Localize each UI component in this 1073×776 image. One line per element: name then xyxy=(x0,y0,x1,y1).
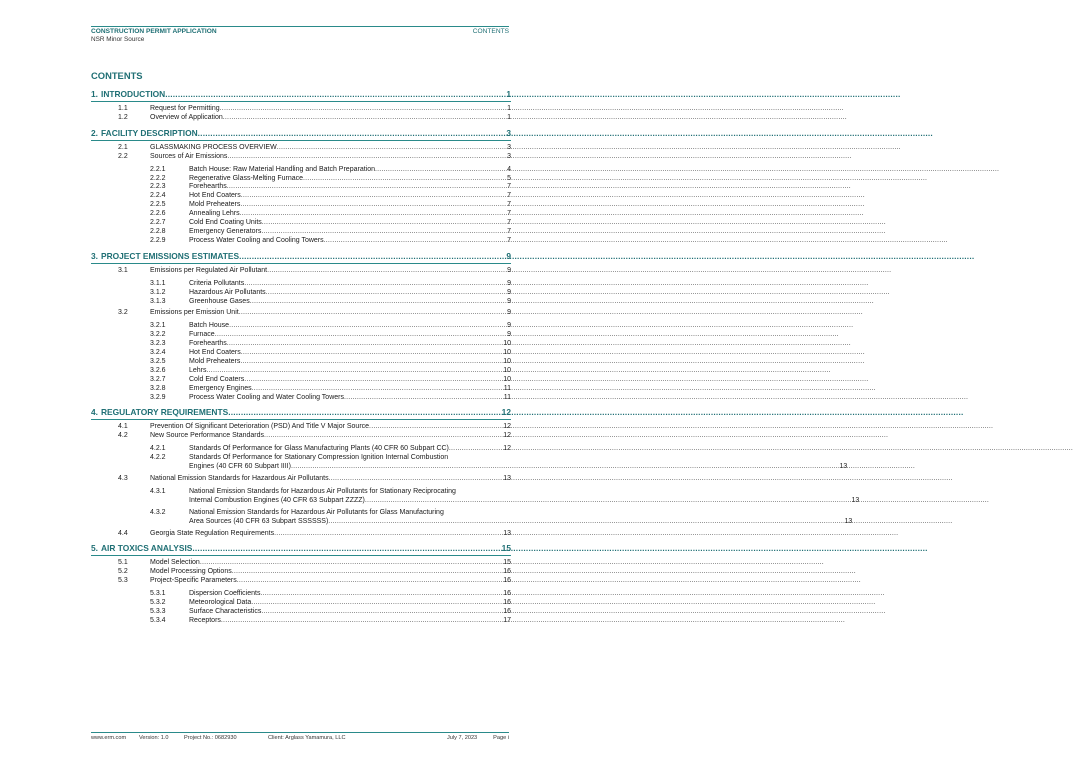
toc-number: 2.2.2 xyxy=(150,174,166,182)
toc-entry-3-1[interactable] xyxy=(91,267,511,276)
toc-entry-3-2-8[interactable] xyxy=(91,385,511,394)
toc-title: Standards Of Performance for Glass Manufacturing Plants (40 CFR 60 Subpart CC) xyxy=(189,445,449,453)
toc-number: 2.1 xyxy=(118,143,128,151)
toc-entry-4-1[interactable] xyxy=(91,423,511,432)
toc-entry-4-2-1[interactable] xyxy=(91,445,511,454)
toc-page: 12 xyxy=(503,423,511,431)
toc-page: 13 xyxy=(844,517,853,525)
toc-title: Hot End Coaters xyxy=(189,349,241,357)
toc-title: Criteria Pollutants xyxy=(189,279,245,287)
toc-title: Mold Preheaters xyxy=(189,357,241,365)
toc-page: 13 xyxy=(851,496,860,504)
toc-page: 11 xyxy=(503,384,511,392)
toc-leader xyxy=(267,267,506,276)
toc-leader xyxy=(344,394,503,403)
toc-page: 16 xyxy=(503,577,511,585)
toc-page: 7 xyxy=(507,219,511,227)
toc-title: INTRODUCTION xyxy=(101,89,166,99)
toc-title: FACILITY DESCRIPTION xyxy=(101,127,198,138)
toc-page: 7 xyxy=(507,236,511,244)
toc-page: 9 xyxy=(507,331,511,339)
toc-number: 2.2 xyxy=(118,152,128,160)
toc-title-line-2: Internal Combustion Engines (40 CFR 63 Subpart ZZZZ) xyxy=(189,496,365,504)
toc-leader xyxy=(250,298,506,307)
toc-page: 9 xyxy=(507,309,511,317)
toc-title: Emergency Engines xyxy=(189,384,252,392)
toc-title: Hazardous Air Pollutants xyxy=(189,288,266,296)
toc-page: 7 xyxy=(507,192,511,200)
toc-number: 5.2 xyxy=(118,568,128,576)
toc-number: 4.2 xyxy=(118,432,128,440)
toc-title-line-2: Engines (40 CFR 60 Subpart IIII) xyxy=(189,463,291,471)
toc-number: 4. xyxy=(91,407,98,418)
toc-leader xyxy=(198,128,506,138)
toc-page: 12 xyxy=(503,445,511,453)
toc-title: Cold End Coaters xyxy=(189,375,245,383)
toc-entry-4-3[interactable] xyxy=(91,475,511,484)
toc-number: 3.1.1 xyxy=(150,279,166,287)
toc-entry-2-2-9[interactable] xyxy=(91,237,511,246)
toc-leader xyxy=(449,445,502,454)
toc-entry-3-2-5[interactable] xyxy=(91,358,511,367)
toc-entry-1[interactable] xyxy=(91,89,511,102)
toc-leader xyxy=(228,407,500,417)
toc-leader xyxy=(240,358,502,367)
toc-page: 16 xyxy=(503,599,511,607)
toc-title: Emissions per Regulated Air Pollutant xyxy=(150,266,268,274)
toc-page: 9 xyxy=(506,250,511,261)
toc-entry-3-2-4[interactable] xyxy=(91,349,511,358)
toc-page: 16 xyxy=(503,607,511,615)
toc-entry-2-2-8[interactable] xyxy=(91,228,511,237)
toc-number: 2.2.7 xyxy=(150,219,166,227)
toc-number: 4.3.2 xyxy=(150,508,166,516)
toc-entry-3-2-9[interactable] xyxy=(91,394,511,403)
toc-title: Regenerative Glass-Melting Furnace xyxy=(189,174,303,182)
toc-number: 5.1 xyxy=(118,559,128,567)
toc-leader xyxy=(261,228,506,237)
toc-title: Batch House xyxy=(189,322,230,330)
toc-number: 3.2.2 xyxy=(150,331,166,339)
toc-leader xyxy=(232,568,502,577)
toc-page: 1 xyxy=(507,113,511,121)
toc-number: 4.1 xyxy=(118,423,128,431)
toc-leader xyxy=(277,144,506,153)
toc-number: 4.3 xyxy=(118,475,128,482)
toc-page: 4 xyxy=(507,165,511,173)
toc-leader xyxy=(375,166,506,175)
toc-page: 7 xyxy=(507,227,511,235)
toc-title: Emissions per Emission Unit xyxy=(150,309,239,317)
toc-leader xyxy=(239,251,505,261)
footer-page-number: Page i xyxy=(493,735,509,741)
toc-page: 10 xyxy=(503,366,511,374)
toc-page: 13 xyxy=(503,529,511,537)
toc-number: 2.2.3 xyxy=(150,183,166,191)
toc-title: Emergency Generators xyxy=(189,227,262,235)
toc-entry-5-3-1[interactable] xyxy=(91,590,511,599)
toc-title-line-1: National Emission Standards for Hazardous Air Pollutants for Glass Manufacturing xyxy=(189,508,444,516)
toc-entry-5[interactable] xyxy=(91,543,511,556)
toc-title: Annealing Lehrs xyxy=(189,210,240,218)
toc-leader xyxy=(237,577,502,586)
toc-page: 12 xyxy=(501,407,511,418)
footer-project: Project No.: 0682930 xyxy=(184,735,237,741)
toc-page: 9 xyxy=(507,322,511,330)
toc-entry-5-3-2[interactable] xyxy=(91,599,511,608)
toc-entry-3-2-1[interactable] xyxy=(91,322,511,331)
toc-leader xyxy=(192,543,500,553)
toc-page: 3 xyxy=(507,143,511,151)
toc-title: Hot End Coaters xyxy=(189,192,241,200)
toc-entry-4-3-2[interactable] xyxy=(91,508,853,527)
toc-entry-4-3-1[interactable] xyxy=(91,487,860,506)
toc-number: 3.2.4 xyxy=(150,349,166,357)
toc-leader xyxy=(240,201,506,210)
toc-number: 3. xyxy=(91,250,98,261)
toc-number: 3.2.6 xyxy=(150,366,166,374)
toc-title: Prevention Of Significant Deterioration (PSD) And Title V Major Source xyxy=(150,423,370,431)
toc-entry-3-1-2[interactable] xyxy=(91,289,511,298)
toc-number: 3.2.1 xyxy=(150,322,166,330)
toc-page: 7 xyxy=(507,201,511,209)
toc-number: 2.2.9 xyxy=(150,236,166,244)
toc-number: 5.3.1 xyxy=(150,590,166,598)
toc-title: Batch House: Raw Material Handling and Batch Preparation xyxy=(189,165,375,173)
toc-title: Forehearths xyxy=(189,183,227,191)
toc-entry-5-3[interactable] xyxy=(91,577,511,586)
toc-page: 13 xyxy=(839,463,848,471)
toc-leader xyxy=(291,463,839,472)
toc-title: Receptors xyxy=(189,616,221,624)
toc-entry-2-2[interactable] xyxy=(91,153,511,162)
toc-leader xyxy=(365,497,851,506)
toc-entry-5-3-4[interactable] xyxy=(91,617,511,626)
header-subtitle: NSR Minor Source xyxy=(91,36,145,43)
toc-leader xyxy=(229,322,506,331)
toc-page: 1 xyxy=(506,89,511,99)
toc-entry-2[interactable] xyxy=(91,128,511,141)
toc-title: GLASSMAKING PROCESS OVERVIEW xyxy=(150,143,277,151)
toc-leader xyxy=(262,219,506,228)
toc-entry-3-1-3[interactable] xyxy=(91,298,511,307)
toc-page: 9 xyxy=(507,266,511,274)
toc-title: National Emission Standards for Hazardous Air Pollutants xyxy=(150,475,329,482)
toc-title: Sources of Air Emissions xyxy=(150,152,228,160)
toc-entry-1-1[interactable] xyxy=(91,105,511,114)
header-title: CONSTRUCTION PERMIT APPLICATION xyxy=(91,28,217,35)
toc-number: 5. xyxy=(91,543,98,554)
toc-entry-4-4[interactable] xyxy=(91,530,511,539)
toc-number: 3.2.9 xyxy=(150,393,166,401)
toc-page: 10 xyxy=(503,340,511,348)
toc-title: Model Selection xyxy=(150,559,200,567)
toc-leader xyxy=(220,105,506,114)
toc-entry-5-3-3[interactable] xyxy=(91,608,511,617)
toc-number: 3.1.2 xyxy=(150,288,166,296)
toc-title: Dispersion Coefficients xyxy=(189,590,261,598)
toc-leader xyxy=(227,153,506,162)
toc-leader xyxy=(239,309,506,318)
toc-page: 15 xyxy=(501,543,511,554)
toc-title: Furnace xyxy=(189,331,215,339)
toc-leader xyxy=(324,237,506,246)
toc-leader xyxy=(328,518,843,527)
toc-title: REGULATORY REQUIREMENTS xyxy=(101,407,229,418)
toc-leader xyxy=(329,475,503,484)
toc-entry-4-2-2[interactable] xyxy=(91,454,848,472)
toc-page: 13 xyxy=(503,475,511,482)
toc-page: 3 xyxy=(506,127,511,138)
toc-number: 2. xyxy=(91,127,98,138)
toc-leader xyxy=(244,376,502,385)
toc-title: Lehrs xyxy=(189,366,207,374)
toc-entry-3[interactable] xyxy=(91,251,511,264)
toc-entry-2-2-1[interactable] xyxy=(91,166,511,175)
toc-page: 1 xyxy=(507,105,511,112)
toc-title: Project-Specific Parameters xyxy=(150,577,237,585)
toc-number: 4.3.1 xyxy=(150,487,166,495)
toc-number: 5.3 xyxy=(118,577,128,585)
toc-number: 5.3.4 xyxy=(150,616,166,624)
toc-leader xyxy=(266,289,506,298)
toc-page: 9 xyxy=(507,279,511,287)
toc-entry-2-2-5[interactable] xyxy=(91,201,511,210)
toc-entry-3-2-3[interactable] xyxy=(91,340,511,349)
toc-title: Overview of Application xyxy=(150,113,223,121)
toc-leader xyxy=(261,608,502,617)
toc-entry-2-2-2[interactable] xyxy=(91,175,511,184)
toc-number: 3.2.3 xyxy=(150,340,166,348)
toc-number: 1.1 xyxy=(118,105,128,112)
footer-client: Client: Arglass Yamamura, LLC xyxy=(268,735,346,741)
toc-leader xyxy=(227,183,506,192)
toc-number: 2.2.4 xyxy=(150,192,166,200)
toc-entry-3-2[interactable] xyxy=(91,309,511,318)
toc-leader xyxy=(165,89,505,99)
toc-entry-2-2-6[interactable] xyxy=(91,210,511,219)
toc-page: 7 xyxy=(507,210,511,218)
toc-number: 3.2 xyxy=(118,309,128,317)
header-rule xyxy=(91,26,509,27)
toc-leader xyxy=(241,192,506,201)
toc-leader xyxy=(241,349,502,358)
footer-date: July 7, 2023 xyxy=(447,735,478,741)
toc-title: Mold Preheaters xyxy=(189,201,241,209)
toc-page: 17 xyxy=(503,616,511,624)
header-section: CONTENTS xyxy=(472,28,509,35)
toc-title-line-1: National Emission Standards for Hazardous Air Pollutants for Stationary Reciprocating xyxy=(189,487,456,495)
toc-leader xyxy=(223,114,506,123)
toc-title: Forehearths xyxy=(189,340,227,348)
toc-leader xyxy=(264,432,502,441)
toc-page: 12 xyxy=(503,432,511,440)
contents-title: CONTENTS xyxy=(91,70,143,81)
toc-title: Process Water Cooling and Cooling Towers xyxy=(189,236,324,244)
toc-number: 3.1.3 xyxy=(150,297,166,305)
footer-rule xyxy=(91,732,509,733)
toc-leader xyxy=(215,331,506,340)
toc-title: Surface Characteristics xyxy=(189,607,262,615)
footer-version: Version: 1.0 xyxy=(139,735,169,741)
toc-page: 3 xyxy=(507,152,511,160)
toc-entry-2-1[interactable] xyxy=(91,144,511,153)
toc-number: 1. xyxy=(91,89,98,99)
toc-number: 4.2.1 xyxy=(150,445,166,453)
toc-entry-3-2-6[interactable] xyxy=(91,367,511,376)
toc-entry-2-2-3[interactable] xyxy=(91,183,511,192)
toc-number: 5.3.3 xyxy=(150,607,166,615)
toc-title: AIR TOXICS ANALYSIS xyxy=(101,543,193,554)
toc-title-line-1: Standards Of Performance for Stationary Compression Ignition Internal Combustion xyxy=(189,454,449,462)
toc-number: 2.2.8 xyxy=(150,227,166,235)
toc-number: 2.2.6 xyxy=(150,210,166,218)
toc-entry-3-2-2[interactable] xyxy=(91,331,511,340)
toc-number: 4.4 xyxy=(118,529,128,537)
toc-number: 2.2.1 xyxy=(150,165,166,173)
footer-website: www.erm.com xyxy=(91,735,127,741)
toc-number: 3.2.5 xyxy=(150,357,166,365)
toc-entry-3-1-1[interactable] xyxy=(91,280,511,289)
toc-entry-5-1[interactable] xyxy=(91,559,511,568)
toc-title: Request for Permitting xyxy=(150,105,220,112)
toc-number: 5.3.2 xyxy=(150,599,166,607)
toc-leader xyxy=(252,385,503,394)
toc-title: PROJECT EMISSIONS ESTIMATES xyxy=(101,250,240,261)
toc-number: 4.2.2 xyxy=(150,454,166,462)
toc-title: New Source Performance Standards xyxy=(150,432,264,440)
toc-number: 3.2.7 xyxy=(150,375,166,383)
toc-leader xyxy=(260,590,502,599)
toc-entry-4[interactable] xyxy=(91,407,511,420)
toc-leader xyxy=(251,599,502,608)
toc-leader xyxy=(303,175,506,184)
toc-leader xyxy=(227,340,502,349)
table-of-contents xyxy=(91,84,860,626)
toc-title-line-2: Area Sources (40 CFR 63 Subpart SSSSSS) xyxy=(189,517,329,525)
toc-entry-4-2[interactable] xyxy=(91,432,511,441)
toc-page: 11 xyxy=(503,393,511,401)
toc-page: 9 xyxy=(507,288,511,296)
toc-leader xyxy=(240,210,507,219)
toc-leader xyxy=(369,423,502,432)
toc-title: Georgia State Regulation Requirements xyxy=(150,529,275,537)
toc-number: 2.2.5 xyxy=(150,201,166,209)
toc-title: Greenhouse Gases xyxy=(189,297,250,305)
toc-leader xyxy=(274,530,502,539)
toc-page: 9 xyxy=(507,297,511,305)
toc-title: Cold End Coating Units xyxy=(189,219,262,227)
toc-page: 10 xyxy=(503,357,511,365)
toc-title: Process Water Cooling and Water Cooling Towers xyxy=(189,393,344,401)
toc-page: 16 xyxy=(503,590,511,598)
toc-entry-2-2-7[interactable] xyxy=(91,219,511,228)
toc-leader xyxy=(221,617,502,626)
toc-entry-2-2-4[interactable] xyxy=(91,192,511,201)
toc-page: 7 xyxy=(507,183,511,191)
toc-entry-5-2[interactable] xyxy=(91,568,511,577)
toc-page: 15 xyxy=(503,559,511,567)
toc-entry-1-2[interactable] xyxy=(91,114,511,123)
toc-entry-3-2-7[interactable] xyxy=(91,376,511,385)
toc-leader xyxy=(207,367,503,376)
toc-page: 10 xyxy=(503,349,511,357)
toc-page: 10 xyxy=(503,375,511,383)
toc-title: Meteorological Data xyxy=(189,599,252,607)
toc-page: 5 xyxy=(507,174,511,182)
toc-number: 1.2 xyxy=(118,113,128,121)
toc-page: 16 xyxy=(503,568,511,576)
toc-number: 3.1 xyxy=(118,266,128,274)
toc-title: Model Processing Options xyxy=(150,568,232,576)
toc-number: 3.2.8 xyxy=(150,384,166,392)
toc-leader xyxy=(244,280,506,289)
toc-leader xyxy=(200,559,502,568)
